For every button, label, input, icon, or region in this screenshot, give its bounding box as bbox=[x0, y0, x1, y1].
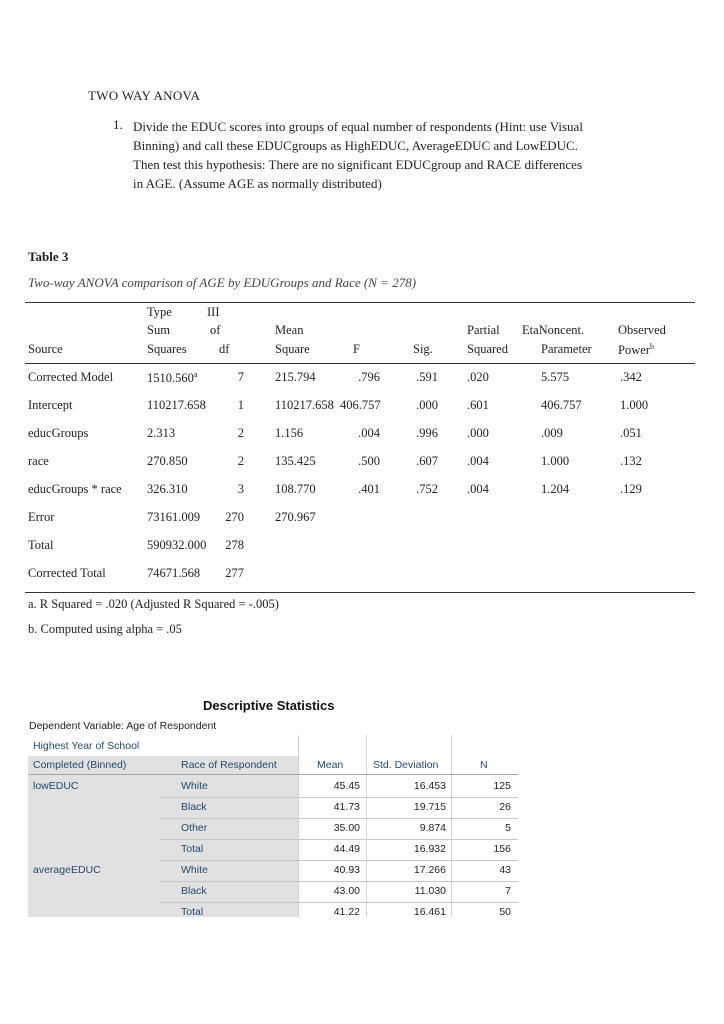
cell-mean-square: 215.794 bbox=[275, 370, 316, 384]
cell-observed-power: .051 bbox=[620, 426, 642, 440]
cell-sum-of-squares: 73161.009 bbox=[147, 510, 201, 524]
cell-n: 50 bbox=[499, 906, 511, 918]
cell-source: Corrected Model bbox=[28, 370, 114, 384]
cell-source: educGroups bbox=[28, 426, 89, 440]
cell-race: White bbox=[181, 864, 208, 876]
header-pe-line2: Squared bbox=[467, 342, 508, 356]
cell-df: 3 bbox=[237, 482, 244, 496]
col-header-mean: Mean bbox=[317, 759, 344, 771]
table-header-rule bbox=[25, 363, 695, 364]
cell-mean-square: 1.156 bbox=[275, 426, 304, 440]
cell-n: 7 bbox=[505, 885, 511, 897]
question-text bbox=[133, 117, 653, 193]
table-bottom-rule bbox=[25, 592, 695, 593]
cell-df: 2 bbox=[237, 426, 244, 440]
header-ss-line1b: III bbox=[207, 305, 220, 319]
table-top-rule bbox=[25, 302, 695, 303]
row-divider bbox=[160, 839, 518, 840]
cell-sum-of-squares: 270.850 bbox=[147, 454, 188, 468]
cell-sig: .752 bbox=[416, 482, 438, 496]
cell-observed-power: 1.000 bbox=[620, 398, 649, 412]
col-header-sd: Std. Deviation bbox=[373, 759, 439, 771]
cell-mean: 35.00 bbox=[333, 822, 360, 834]
cell-mean: 41.22 bbox=[333, 906, 360, 918]
group-label: lowEDUC bbox=[33, 780, 79, 792]
cell-std-deviation: 17.266 bbox=[413, 864, 446, 876]
header-ss-line2b: of bbox=[210, 323, 221, 337]
cell-n: 26 bbox=[499, 801, 511, 813]
cell-mean: 40.93 bbox=[333, 864, 360, 876]
header-pe-line1: Partial bbox=[467, 323, 500, 337]
cell-df: 270 bbox=[225, 510, 244, 524]
cell-sig: .000 bbox=[416, 398, 438, 412]
cell-mean-square: 108.770 bbox=[275, 482, 316, 496]
cell-sum-of-squares: 326.310 bbox=[147, 482, 188, 496]
question-line: in AGE. (Assume AGE as normally distributed) bbox=[133, 176, 382, 191]
cell-sum-of-squares: 2.313 bbox=[147, 426, 176, 440]
row-divider bbox=[160, 902, 518, 903]
header-f: F bbox=[353, 342, 360, 356]
cell-source: educGroups * race bbox=[28, 482, 122, 496]
col-header-race: Race of Respondent bbox=[181, 759, 277, 771]
cell-observed-power: .342 bbox=[620, 370, 642, 384]
cell-mean: 44.49 bbox=[333, 843, 360, 855]
cell-source: Error bbox=[28, 510, 55, 524]
cell-race: Total bbox=[181, 843, 204, 855]
question-line: Then test this hypothesis: There are no significant EDUCgroup and RACE differences bbox=[133, 157, 583, 172]
row-divider bbox=[160, 797, 518, 798]
header-source: Source bbox=[28, 342, 63, 356]
header-op-line1: Observed bbox=[618, 323, 666, 337]
cell-std-deviation: 9.874 bbox=[419, 822, 446, 834]
header-ss-line3: Squares bbox=[147, 342, 187, 356]
cell-std-deviation: 19.715 bbox=[413, 801, 446, 813]
header-op-line2 bbox=[618, 342, 654, 358]
cell-mean-square: 135.425 bbox=[275, 454, 316, 468]
cell-superscript: a bbox=[193, 370, 198, 379]
question-line: Divide the EDUC scores into groups of equal number of respondents (Hint: use Visual bbox=[133, 119, 583, 134]
cell-source: Intercept bbox=[28, 398, 73, 412]
cell-noncent: 1.204 bbox=[541, 482, 570, 496]
cell-race: Other bbox=[181, 822, 208, 834]
row-divider bbox=[160, 818, 518, 819]
footnote-a: a. R Squared = .020 (Adjusted R Squared = -.005) bbox=[28, 597, 279, 611]
cell-df: 1 bbox=[237, 398, 244, 412]
header-df: df bbox=[219, 342, 230, 356]
cell-sum-of-squares: 74671.568 bbox=[147, 566, 201, 580]
cell-sum-of-squares: 110217.658 bbox=[147, 398, 206, 412]
group-label: averageEDUC bbox=[33, 864, 101, 876]
cell-df: 278 bbox=[225, 538, 244, 552]
dependent-variable: Dependent Variable: Age of Respondent bbox=[29, 720, 217, 732]
cell-partial-eta: .004 bbox=[467, 482, 489, 496]
cell-mean: 41.73 bbox=[333, 801, 360, 813]
cell-n: 125 bbox=[493, 780, 511, 792]
column-divider bbox=[366, 735, 367, 917]
question-line: Binning) and call these EDUCgroups as HighEDUC, AverageEDUC and LowEDUC. bbox=[133, 138, 578, 153]
cell-noncent: 5.575 bbox=[541, 370, 570, 384]
cell-sig: .996 bbox=[416, 426, 438, 440]
table-caption: Two-way ANOVA comparison of AGE by EDUGroups and Race (N = 278) bbox=[28, 275, 417, 290]
cell-f: .401 bbox=[358, 482, 380, 496]
header-ss-line2: Sum bbox=[147, 323, 170, 337]
cell-source: race bbox=[28, 454, 49, 468]
cell-f: .500 bbox=[358, 454, 380, 468]
cell-mean: 45.45 bbox=[333, 780, 360, 792]
row-divider bbox=[160, 860, 518, 861]
row-header-line1: Highest Year of School bbox=[33, 740, 140, 752]
cell-mean-square: 110217.658 bbox=[275, 398, 334, 412]
cell-f: .796 bbox=[358, 370, 380, 384]
header-sig: Sig. bbox=[413, 342, 433, 356]
header-rule bbox=[28, 774, 518, 775]
footnote-b: b. Computed using alpha = .05 bbox=[28, 622, 182, 636]
header-np-line2: Parameter bbox=[541, 342, 592, 356]
header-op-text: Power bbox=[618, 343, 650, 358]
header-op-sup: b bbox=[649, 342, 654, 351]
cell-mean-square: 270.967 bbox=[275, 510, 316, 524]
header-np-line1: EtaNoncent. bbox=[522, 323, 585, 337]
row-divider bbox=[160, 881, 518, 882]
cell-source: Total bbox=[28, 538, 54, 552]
cell-std-deviation: 16.932 bbox=[413, 843, 446, 855]
cell-race: Black bbox=[181, 801, 207, 813]
cell-sum-of-squares: 1510.560$^a$ bbox=[147, 370, 198, 386]
cell-df: 277 bbox=[225, 566, 244, 580]
cell-source: Corrected Total bbox=[28, 566, 106, 580]
cell-partial-eta: .000 bbox=[467, 426, 489, 440]
cell-df: 2 bbox=[237, 454, 244, 468]
header-ss-line1: Type bbox=[147, 305, 172, 319]
cell-sig: .591 bbox=[416, 370, 438, 384]
row-header-line2: Completed (Binned) bbox=[33, 759, 127, 771]
header-ms-line1: Mean bbox=[275, 323, 304, 337]
cell-sum-of-squares: 590932.000 bbox=[147, 538, 207, 552]
col-header-n: N bbox=[480, 759, 488, 771]
column-divider bbox=[451, 735, 452, 917]
cell-sig: .607 bbox=[416, 454, 438, 468]
cell-partial-eta: .020 bbox=[467, 370, 489, 384]
cell-mean: 43.00 bbox=[333, 885, 360, 897]
header-ms-line2: Square bbox=[275, 342, 310, 356]
cell-std-deviation: 16.461 bbox=[413, 906, 446, 918]
cell-n: 5 bbox=[505, 822, 511, 834]
cell-observed-power: .132 bbox=[620, 454, 642, 468]
cell-partial-eta: .601 bbox=[467, 398, 489, 412]
cell-std-deviation: 11.030 bbox=[414, 885, 446, 897]
cell-noncent: 406.757 bbox=[541, 398, 582, 412]
cell-f: 406.757 bbox=[340, 398, 381, 412]
column-divider bbox=[298, 735, 299, 917]
table-label: Table 3 bbox=[28, 249, 69, 264]
cell-f: .004 bbox=[358, 426, 380, 440]
cell-race: Black bbox=[181, 885, 207, 897]
cell-observed-power: .129 bbox=[620, 482, 642, 496]
cell-partial-eta: .004 bbox=[467, 454, 489, 468]
descriptive-title: Descriptive Statistics bbox=[203, 698, 335, 713]
cell-race: Total bbox=[181, 906, 204, 918]
cell-noncent: 1.000 bbox=[541, 454, 570, 468]
cell-std-deviation: 16.453 bbox=[413, 780, 446, 792]
question-number: 1. bbox=[113, 117, 123, 132]
cell-n: 156 bbox=[493, 843, 511, 855]
cell-noncent: .009 bbox=[541, 426, 563, 440]
cell-race: White bbox=[181, 780, 208, 792]
assignment-heading: TWO WAY ANOVA bbox=[88, 88, 201, 103]
cell-df: 7 bbox=[237, 370, 244, 384]
cell-n: 43 bbox=[499, 864, 511, 876]
